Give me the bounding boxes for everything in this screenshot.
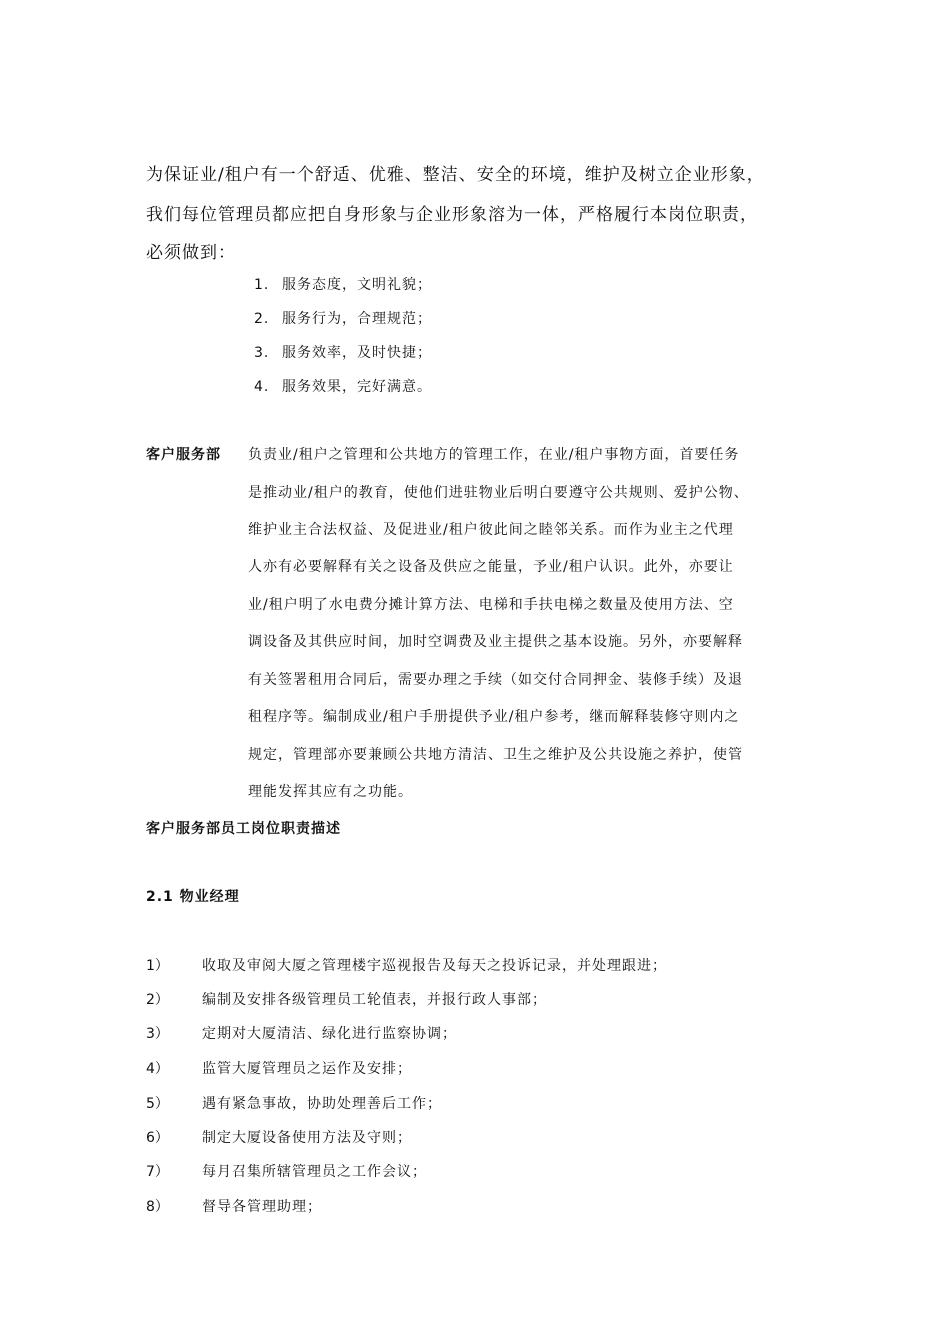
duty-number: 2） (146, 992, 169, 1008)
duty-text: 督导各管理助理； (202, 1199, 322, 1215)
duty-number: 3） (146, 1026, 169, 1042)
requirement-number: 3. (254, 345, 270, 361)
duty-number: 1） (146, 958, 169, 974)
department-text-line: 负责业/租户之管理和公共地方的管理工作，在业/租户事物方面，首要任务 (248, 447, 740, 463)
department-text-line: 维护业主合法权益、及促进业/租户彼此间之睦邻关系。而作为业主之代理 (248, 522, 734, 538)
requirement-text: 服务态度，文明礼貌； (282, 277, 432, 293)
intro-line: 我们每位管理员都应把自身形象与企业形象溶为一体，严格履行本岗位职责， (146, 205, 758, 225)
duty-text: 制定大厦设备使用方法及守则； (202, 1130, 412, 1146)
intro-line: 为保证业/租户有一个舒适、优雅、整洁、安全的环境，维护及树立企业形象， (146, 165, 765, 185)
requirement-number: 2. (254, 311, 270, 327)
duty-text: 收取及审阅大厦之管理楼宇巡视报告及每天之投诉记录，并处理跟进； (202, 958, 667, 974)
requirement-item (254, 376, 432, 396)
duty-number: 6） (146, 1130, 169, 1146)
department-text-line: 人亦有必要解释有关之设备及供应之能量，予业/租户认识。此外，亦要让 (248, 559, 734, 575)
section-title: 客户服务部员工岗位职责描述 (146, 821, 341, 837)
department-text-line: 规定，管理部亦要兼顾公共地方清洁、卫生之维护及公共设施之养护，使管 (248, 747, 743, 763)
duty-text: 监管大厦管理员之运作及安排； (202, 1061, 412, 1077)
requirement-item (254, 308, 432, 328)
duty-number: 4） (146, 1061, 169, 1077)
department-text-line: 租程序等。编制成业/租户手册提供予业/租户参考，继而解释装修守则内之 (248, 709, 740, 725)
duty-text: 每月召集所辖管理员之工作会议； (202, 1164, 427, 1180)
duty-number: 5） (146, 1096, 169, 1112)
subsection-title: 2.1 物业经理 (146, 889, 240, 905)
intro-line: 必须做到： (146, 243, 236, 263)
requirement-text: 服务行为，合理规范； (282, 311, 432, 327)
department-text-line: 是推动业/租户的教育，使他们进驻物业后明白要遵守公共规则、爱护公物、 (248, 485, 749, 501)
requirement-number: 4. (254, 379, 270, 395)
requirement-text: 服务效果，完好满意。 (282, 379, 432, 395)
duty-number: 8） (146, 1199, 169, 1215)
requirement-item (254, 342, 432, 362)
duty-number: 7） (146, 1164, 169, 1180)
department-text-line: 理能发挥其应有之功能。 (248, 784, 413, 800)
department-text-line: 调设备及其供应时间，加时空调费及业主提供之基本设施。另外，亦要解释 (248, 634, 743, 650)
department-text-line: 有关签署租用合同后，需要办理之手续（如交付合同押金、装修手续）及退 (248, 672, 743, 688)
requirement-number: 1. (254, 277, 270, 293)
duty-text: 遇有紧急事故，协助处理善后工作； (202, 1096, 442, 1112)
department-text-line: 业/租户明了水电费分摊计算方法、电梯和手扶电梯之数量及使用方法、空 (248, 597, 734, 613)
requirement-item (254, 274, 432, 294)
duty-text: 编制及安排各级管理员工轮值表，并报行政人事部； (202, 992, 547, 1008)
requirement-text: 服务效率，及时快捷； (282, 345, 432, 361)
department-label: 客户服务部 (146, 447, 221, 463)
duty-text: 定期对大厦清洁、绿化进行监察协调； (202, 1026, 457, 1042)
